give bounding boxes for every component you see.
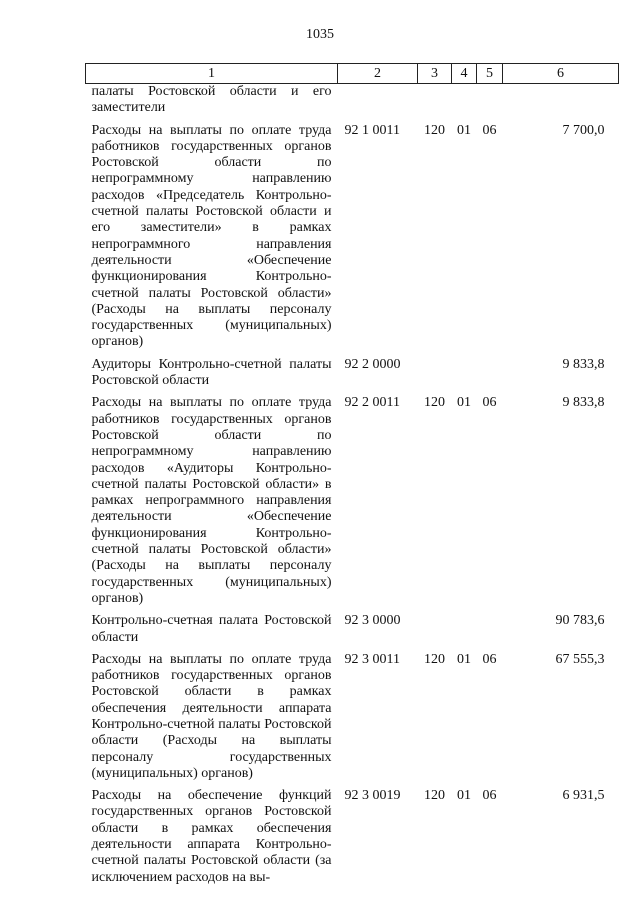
row-target-code: 92 2 0000: [344, 356, 401, 372]
table-row: [86, 782, 619, 886]
row-amount: 90 783,6: [555, 613, 605, 629]
table-row: [86, 389, 619, 607]
row-target-code: 92 2 0011: [344, 395, 400, 411]
row-subsection: [477, 351, 503, 390]
row-target-code: 92 1 0011: [344, 122, 400, 138]
row-subsection: 06: [482, 122, 497, 138]
column-header-2: 2: [338, 64, 418, 84]
row-amount: 67 555,3: [555, 651, 605, 667]
row-description: Расходы на выплаты по оплате труда работников государственных органов Ростовской области в рамках обеспечения деятельности аппарата Контрольно-счетной палаты Ростовской области (Расходы на выплаты персоналу государственных (муниципальных) органов): [91, 651, 332, 781]
row-target-code: [338, 84, 418, 117]
row-expense-type: 120: [424, 395, 445, 411]
row-section: 01: [457, 395, 471, 411]
row-expense-type: 120: [424, 122, 445, 138]
row-subsection: 06: [482, 395, 497, 411]
row-subsection: 06: [482, 651, 497, 667]
row-section: [452, 607, 477, 646]
table-row: [86, 646, 619, 782]
row-subsection: [477, 84, 503, 117]
row-expense-type: [418, 607, 452, 646]
row-expense-type: 120: [424, 788, 445, 804]
table-row: [86, 117, 619, 351]
column-header-1: 1: [86, 64, 338, 84]
row-amount: 9 833,8: [562, 395, 605, 411]
table-row: [86, 607, 619, 646]
row-section: [452, 84, 477, 117]
row-section: [452, 351, 477, 390]
row-section: 01: [457, 122, 471, 138]
table-row: [86, 351, 619, 390]
row-subsection: 06: [482, 788, 497, 804]
row-target-code: 92 3 0011: [344, 651, 400, 667]
row-target-code: 92 3 0019: [344, 788, 401, 804]
row-amount: 7 700,0: [562, 122, 605, 138]
column-header-5: 5: [477, 64, 503, 84]
row-subsection: [477, 607, 503, 646]
row-target-code: 92 3 0000: [344, 613, 401, 629]
row-description: Расходы на выплаты по оплате труда работников государственных органов Ростовской области по непрограммному направлению расходов «Председатель Контрольно-счетной палаты Ростовской области и его заместители» в рамках непрограммного направления деятельности «Обеспечение функционирования Контрольно-счетной палаты Ростовской области» (Расходы на выплаты персоналу государственных (муниципальных) органов): [91, 122, 332, 350]
row-description: Аудиторы Контрольно-счетной палаты Ростовской области: [91, 356, 332, 389]
column-header-6: 6: [503, 64, 619, 84]
row-amount: 9 833,8: [562, 356, 605, 372]
row-expense-type: [418, 351, 452, 390]
row-description: Расходы на обеспечение функций государственных органов Ростовской области в рамках обеспечения деятельности аппарата Контрольно-счетной палаты Ростовской области (за исключением расходов на вы-: [91, 788, 332, 885]
row-section: 01: [457, 788, 471, 804]
row-description: палаты Ростовской области и его заместители: [91, 84, 332, 116]
budget-table: [85, 63, 619, 886]
column-header-4: 4: [452, 64, 477, 84]
row-section: 01: [457, 651, 471, 667]
row-amount: [503, 84, 619, 117]
row-expense-type: [418, 84, 452, 117]
row-description: Контрольно-счетная палата Ростовской области: [91, 613, 332, 645]
column-number-header: [86, 64, 619, 84]
row-expense-type: 120: [424, 651, 445, 667]
row-amount: 6 931,5: [562, 788, 605, 804]
column-header-3: 3: [418, 64, 452, 84]
page-number: 1035: [306, 27, 334, 42]
table-row: [86, 84, 619, 117]
row-description: Расходы на выплаты по оплате труда работников государственных органов Ростовской области по непрограммному направлению расходов «Аудиторы Контрольно-счетной палаты Ростовской области» в рамках непрограммного направления деятельности «Обеспечение функционирования Контрольно-счетной палаты Ростовской области» (Расходы на выплаты персоналу государственных (муниципальных) органов): [91, 395, 332, 606]
